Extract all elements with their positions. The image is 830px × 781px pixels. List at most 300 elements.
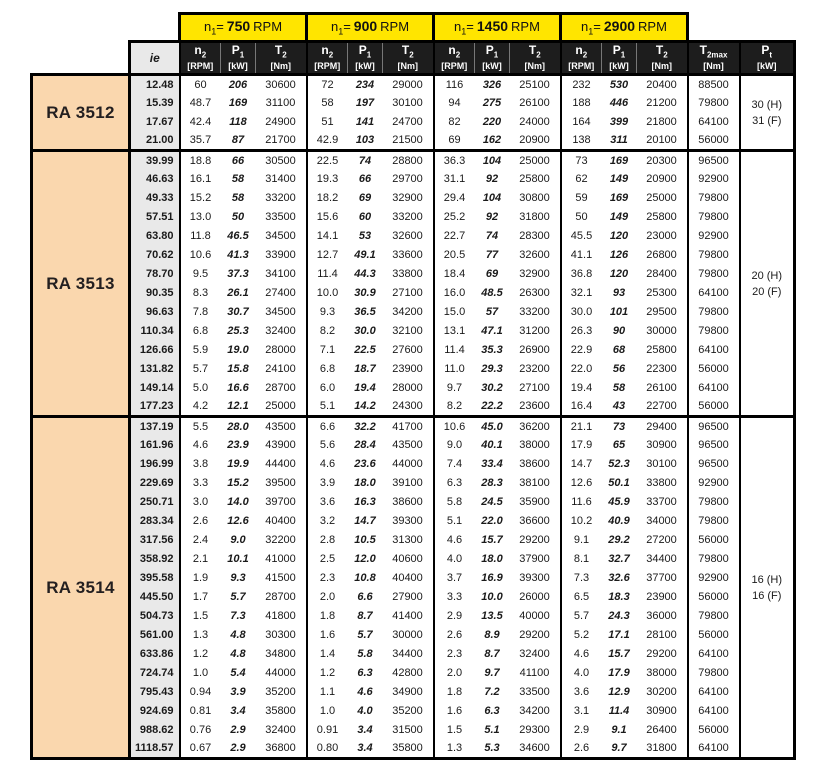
t2-value-cell: 38000 xyxy=(510,436,561,455)
column-unit: [Nm] xyxy=(703,61,724,72)
p1-value-cell: 13.5 xyxy=(475,607,510,626)
p1-value-cell: 275 xyxy=(475,94,510,113)
t2-value-cell: 22700 xyxy=(637,398,688,417)
t2max-cell: 92900 xyxy=(688,227,740,246)
speed-sub: 1 xyxy=(461,26,467,37)
p1-value-cell: 30.9 xyxy=(348,284,383,303)
t2-value-cell: 30000 xyxy=(637,322,688,341)
ie-cell: 633.86 xyxy=(130,645,180,664)
pt-cell xyxy=(740,151,795,417)
t2-value-cell: 31800 xyxy=(637,740,688,759)
t2max-cell: 56000 xyxy=(688,588,740,607)
p1-value-cell: 23.6 xyxy=(348,455,383,474)
t2-value-cell: 24900 xyxy=(256,113,307,132)
p1-value-cell: 126 xyxy=(602,246,637,265)
column-symbol xyxy=(475,44,509,61)
model-cell xyxy=(32,75,130,151)
p1-value-cell: 66 xyxy=(348,170,383,189)
speed-sub: 1 xyxy=(338,26,344,37)
pt-line: 31 (F) xyxy=(752,114,782,127)
n2-value-cell: 1.5 xyxy=(434,721,475,740)
table-row xyxy=(32,246,795,265)
t2-value-cell: 34000 xyxy=(637,512,688,531)
p1-value-cell: 10.0 xyxy=(475,588,510,607)
ie-cell: 504.73 xyxy=(130,607,180,626)
t2-value-cell: 20100 xyxy=(637,132,688,151)
p1-value-cell: 57 xyxy=(475,303,510,322)
t2-value-cell: 34100 xyxy=(256,265,307,284)
pt-line: 20 (F) xyxy=(752,285,782,298)
t2-value-cell: 26800 xyxy=(637,246,688,265)
speed-eq: = xyxy=(466,19,474,35)
t2max-cell: 92900 xyxy=(688,170,740,189)
p1-value-cell: 234 xyxy=(348,75,383,94)
t2-value-cell: 40400 xyxy=(256,512,307,531)
t2max-cell: 64100 xyxy=(688,284,740,303)
col-sym: n xyxy=(448,42,456,57)
p1-value-cell: 15.8 xyxy=(221,360,256,379)
col-sub: 1 xyxy=(620,50,626,60)
n2-value-cell: 0.80 xyxy=(307,740,348,759)
speed-value: 1450 xyxy=(476,18,509,35)
col-sym: P xyxy=(231,42,240,57)
column-unit: [RPM] xyxy=(441,61,468,72)
t2max-cell: 79800 xyxy=(688,189,740,208)
t2-value-cell: 38600 xyxy=(383,493,434,512)
p1-value-cell: 26.1 xyxy=(221,284,256,303)
speed-sub: 1 xyxy=(588,26,594,37)
t2-value-cell: 24700 xyxy=(383,113,434,132)
t2max-cell: 64100 xyxy=(688,702,740,721)
p1-value-cell: 169 xyxy=(602,151,637,170)
t2-value-cell: 44000 xyxy=(256,664,307,683)
p1-value-cell: 19.9 xyxy=(221,455,256,474)
p1-value-cell: 29.2 xyxy=(602,531,637,550)
p1-value-cell: 12.9 xyxy=(602,683,637,702)
t2-value-cell: 37900 xyxy=(510,550,561,569)
speed-value: 900 xyxy=(353,18,378,35)
n2-value-cell: 2.9 xyxy=(561,721,602,740)
n2-value-cell: 6.8 xyxy=(180,322,221,341)
t2-value-cell: 34500 xyxy=(256,303,307,322)
ie-cell: 78.70 xyxy=(130,265,180,284)
n2-value-cell: 1.3 xyxy=(434,740,475,759)
p1-value-cell: 50.1 xyxy=(602,474,637,493)
col-sym: n xyxy=(194,42,202,57)
t2-value-cell: 29200 xyxy=(637,645,688,664)
n2-value-cell: 2.4 xyxy=(180,531,221,550)
t2-value-cell: 32400 xyxy=(510,645,561,664)
n2-value-cell: 5.6 xyxy=(307,436,348,455)
pt-line: 30 (H) xyxy=(751,98,783,111)
col-sym: T xyxy=(274,42,283,57)
speed-header-2900rpm xyxy=(561,14,688,42)
t2-value-cell: 20300 xyxy=(637,151,688,170)
speed-sym: n xyxy=(581,19,589,35)
p1-value-cell: 2.9 xyxy=(221,721,256,740)
t2max-cell: 64100 xyxy=(688,645,740,664)
t2-value-cell: 34900 xyxy=(383,683,434,702)
ie-cell: 46.63 xyxy=(130,170,180,189)
t2-value-cell: 32600 xyxy=(510,246,561,265)
table-row xyxy=(32,512,795,531)
ie-cell: 988.62 xyxy=(130,721,180,740)
p1-value-cell: 141 xyxy=(348,113,383,132)
p1-value-cell: 40.9 xyxy=(602,512,637,531)
p1-value-cell: 69 xyxy=(348,189,383,208)
p1-value-cell: 3.9 xyxy=(221,683,256,702)
n2-value-cell: 6.3 xyxy=(434,474,475,493)
p1-value-cell: 32.7 xyxy=(602,550,637,569)
pt-column-header xyxy=(740,42,795,75)
n2-value-cell: 164 xyxy=(561,113,602,132)
t2-value-cell: 24300 xyxy=(383,398,434,417)
t2max-cell: 56000 xyxy=(688,721,740,740)
top-left-spacer xyxy=(32,14,180,42)
t2-value-cell: 33800 xyxy=(637,474,688,493)
p1-value-cell: 22.5 xyxy=(348,341,383,360)
t2-value-cell: 40600 xyxy=(383,550,434,569)
t2-value-cell: 43500 xyxy=(256,417,307,436)
column-symbol xyxy=(256,44,306,61)
t2-value-cell: 32100 xyxy=(383,322,434,341)
col-sub: 1 xyxy=(493,50,499,60)
column-header-row xyxy=(32,42,795,75)
p1-value-cell: 24.5 xyxy=(475,493,510,512)
table-row xyxy=(32,455,795,474)
n2-value-cell: 3.2 xyxy=(307,512,348,531)
p1-value-cell: 49.1 xyxy=(348,246,383,265)
t2-value-cell: 26300 xyxy=(510,284,561,303)
n2-value-cell: 58 xyxy=(307,94,348,113)
table-row xyxy=(32,702,795,721)
n2-value-cell: 42.9 xyxy=(307,132,348,151)
t2-value-cell: 23200 xyxy=(510,360,561,379)
table-row xyxy=(32,208,795,227)
p1-value-cell: 35.3 xyxy=(475,341,510,360)
t2-value-cell: 20400 xyxy=(637,75,688,94)
t2-value-cell: 44000 xyxy=(383,455,434,474)
column-header-n2-block2 xyxy=(434,42,475,75)
n2-value-cell: 29.4 xyxy=(434,189,475,208)
n2-value-cell: 8.2 xyxy=(307,322,348,341)
n2-value-cell: 20.5 xyxy=(434,246,475,265)
speed-header-row xyxy=(32,14,795,42)
t2-value-cell: 33200 xyxy=(256,189,307,208)
n2-value-cell: 22.9 xyxy=(561,341,602,360)
t2-value-cell: 36000 xyxy=(637,607,688,626)
n2-value-cell: 22.7 xyxy=(434,227,475,246)
n2-value-cell: 25.2 xyxy=(434,208,475,227)
ie-cell: 250.71 xyxy=(130,493,180,512)
p1-value-cell: 10.8 xyxy=(348,569,383,588)
p1-value-cell: 15.2 xyxy=(221,474,256,493)
n2-value-cell: 8.2 xyxy=(434,398,475,417)
ie-cell: 137.19 xyxy=(130,417,180,436)
column-unit: [kW] xyxy=(757,61,777,72)
ie-cell: 229.69 xyxy=(130,474,180,493)
col-sub: 2 xyxy=(663,50,668,60)
table-row xyxy=(32,626,795,645)
t2-value-cell: 32900 xyxy=(383,189,434,208)
p1-value-cell: 8.9 xyxy=(475,626,510,645)
p1-value-cell: 32.6 xyxy=(602,569,637,588)
p1-value-cell: 65 xyxy=(602,436,637,455)
t2-value-cell: 32400 xyxy=(256,721,307,740)
p1-value-cell: 5.7 xyxy=(348,626,383,645)
n2-value-cell: 48.7 xyxy=(180,94,221,113)
table-row xyxy=(32,94,795,113)
ie-cell: 724.74 xyxy=(130,664,180,683)
table-head xyxy=(32,14,795,75)
t2-value-cell: 25300 xyxy=(637,284,688,303)
n2-value-cell: 1.3 xyxy=(180,626,221,645)
n2-value-cell: 2.9 xyxy=(434,607,475,626)
t2-value-cell: 35800 xyxy=(256,702,307,721)
t2max-cell: 64100 xyxy=(688,113,740,132)
t2max-cell: 96500 xyxy=(688,436,740,455)
n2-value-cell: 2.6 xyxy=(561,740,602,759)
column-symbol xyxy=(308,44,348,61)
p1-value-cell: 90 xyxy=(602,322,637,341)
t2-value-cell: 24100 xyxy=(256,360,307,379)
ie-cell: 149.14 xyxy=(130,379,180,398)
p1-value-cell: 15.7 xyxy=(602,645,637,664)
n2-value-cell: 7.1 xyxy=(307,341,348,360)
n2-value-cell: 5.8 xyxy=(434,493,475,512)
n2-value-cell: 1.4 xyxy=(307,645,348,664)
t2-value-cell: 29700 xyxy=(383,170,434,189)
column-header-t2-block1 xyxy=(383,42,434,75)
n2-value-cell: 18.2 xyxy=(307,189,348,208)
p1-value-cell: 10.1 xyxy=(221,550,256,569)
p1-value-cell: 3.4 xyxy=(221,702,256,721)
t2-value-cell: 35200 xyxy=(256,683,307,702)
p1-value-cell: 32.2 xyxy=(348,417,383,436)
column-unit: [RPM] xyxy=(314,61,341,72)
p1-value-cell: 58 xyxy=(602,379,637,398)
ie-cell: 317.56 xyxy=(130,531,180,550)
n2-value-cell: 13.1 xyxy=(434,322,475,341)
col-sub: 2 xyxy=(282,50,287,60)
t2-value-cell: 30500 xyxy=(256,151,307,170)
t2-value-cell: 39700 xyxy=(256,493,307,512)
t2-value-cell: 35200 xyxy=(383,702,434,721)
n2-value-cell: 73 xyxy=(561,151,602,170)
p1-value-cell: 47.1 xyxy=(475,322,510,341)
model-column-spacer xyxy=(32,42,130,75)
p1-value-cell: 206 xyxy=(221,75,256,94)
t2-value-cell: 31800 xyxy=(510,208,561,227)
t2-value-cell: 33700 xyxy=(637,493,688,512)
t2-value-cell: 28100 xyxy=(637,626,688,645)
n2-value-cell: 4.6 xyxy=(307,455,348,474)
t2-value-cell: 31300 xyxy=(383,531,434,550)
p1-value-cell: 16.6 xyxy=(221,379,256,398)
table-row xyxy=(32,284,795,303)
t2-value-cell: 41800 xyxy=(256,607,307,626)
col-sub: 2max xyxy=(706,50,728,60)
ie-cell: 126.66 xyxy=(130,341,180,360)
speed-sym: n xyxy=(454,19,462,35)
p1-value-cell: 4.6 xyxy=(348,683,383,702)
n2-value-cell: 10.2 xyxy=(561,512,602,531)
table-row xyxy=(32,645,795,664)
model-label: RA 3512 xyxy=(46,102,115,122)
model-cell xyxy=(32,417,130,759)
speed-header-900rpm xyxy=(307,14,434,42)
t2-value-cell: 28000 xyxy=(383,379,434,398)
t2-value-cell: 26100 xyxy=(510,94,561,113)
n2-value-cell: 10.0 xyxy=(307,284,348,303)
ie-cell: 21.00 xyxy=(130,132,180,151)
p1-value-cell: 12.1 xyxy=(221,398,256,417)
n2-value-cell: 30.0 xyxy=(561,303,602,322)
p1-value-cell: 15.7 xyxy=(475,531,510,550)
t2-value-cell: 25100 xyxy=(510,75,561,94)
n2-value-cell: 1.0 xyxy=(180,664,221,683)
column-symbol xyxy=(562,44,602,61)
col-sym: P xyxy=(761,42,770,57)
p1-value-cell: 30.0 xyxy=(348,322,383,341)
p1-value-cell: 399 xyxy=(602,113,637,132)
p1-value-cell: 9.7 xyxy=(602,740,637,759)
pt-cell xyxy=(740,417,795,759)
p1-value-cell: 11.4 xyxy=(602,702,637,721)
t2-value-cell: 29300 xyxy=(510,721,561,740)
table-row xyxy=(32,398,795,417)
p1-value-cell: 19.4 xyxy=(348,379,383,398)
p1-value-cell: 50 xyxy=(221,208,256,227)
t2-value-cell: 34200 xyxy=(383,303,434,322)
p1-value-cell: 30.7 xyxy=(221,303,256,322)
p1-value-cell: 120 xyxy=(602,227,637,246)
column-header-n2-block0 xyxy=(180,42,221,75)
speed-eq: = xyxy=(216,19,224,35)
t2-value-cell: 35800 xyxy=(383,740,434,759)
n2-value-cell: 1.0 xyxy=(307,702,348,721)
p1-value-cell: 220 xyxy=(475,113,510,132)
speed-unit: RPM xyxy=(380,19,410,35)
n2-value-cell: 69 xyxy=(434,132,475,151)
speed-header-750rpm xyxy=(180,14,307,42)
n2-value-cell: 94 xyxy=(434,94,475,113)
t2-value-cell: 44400 xyxy=(256,455,307,474)
t2-value-cell: 27100 xyxy=(510,379,561,398)
t2-value-cell: 32200 xyxy=(256,531,307,550)
p1-value-cell: 18.7 xyxy=(348,360,383,379)
column-header-n2-block1 xyxy=(307,42,348,75)
t2max-cell: 56000 xyxy=(688,626,740,645)
t2max-cell: 79800 xyxy=(688,208,740,227)
p1-value-cell: 28.0 xyxy=(221,417,256,436)
n2-value-cell: 1.2 xyxy=(307,664,348,683)
column-header-t2-block2 xyxy=(510,42,561,75)
n2-value-cell: 8.1 xyxy=(561,550,602,569)
ie-cell: 15.39 xyxy=(130,94,180,113)
table-row xyxy=(32,569,795,588)
t2-value-cell: 35900 xyxy=(510,493,561,512)
t2-value-cell: 27400 xyxy=(256,284,307,303)
n2-value-cell: 0.94 xyxy=(180,683,221,702)
t2max-cell: 56000 xyxy=(688,360,740,379)
t2-value-cell: 26900 xyxy=(510,341,561,360)
p1-value-cell: 37.3 xyxy=(221,265,256,284)
n2-value-cell: 1.9 xyxy=(180,569,221,588)
column-symbol xyxy=(221,44,255,61)
p1-value-cell: 12.6 xyxy=(221,512,256,531)
p1-value-cell: 9.1 xyxy=(602,721,637,740)
p1-value-cell: 92 xyxy=(475,170,510,189)
n2-value-cell: 10.6 xyxy=(180,246,221,265)
col-sub: 2 xyxy=(582,50,588,60)
column-header-t2-block3 xyxy=(637,42,688,75)
t2-value-cell: 36200 xyxy=(510,417,561,436)
p1-value-cell: 14.0 xyxy=(221,493,256,512)
n2-value-cell: 50 xyxy=(561,208,602,227)
t2-value-cell: 26400 xyxy=(637,721,688,740)
ie-cell: 283.34 xyxy=(130,512,180,531)
t2-value-cell: 33200 xyxy=(510,303,561,322)
n2-value-cell: 62 xyxy=(561,170,602,189)
col-sub: t xyxy=(769,50,773,60)
p1-value-cell: 5.7 xyxy=(221,588,256,607)
t2-value-cell: 26100 xyxy=(637,379,688,398)
n2-value-cell: 41.1 xyxy=(561,246,602,265)
p1-value-cell: 93 xyxy=(602,284,637,303)
table-row xyxy=(32,227,795,246)
t2-value-cell: 41500 xyxy=(256,569,307,588)
t2max-cell: 88500 xyxy=(688,75,740,94)
p1-value-cell: 69 xyxy=(475,265,510,284)
n2-value-cell: 19.3 xyxy=(307,170,348,189)
t2max-cell: 92900 xyxy=(688,569,740,588)
t2max-cell: 64100 xyxy=(688,379,740,398)
col-sub: 2 xyxy=(536,50,541,60)
table-row xyxy=(32,303,795,322)
n2-value-cell: 3.6 xyxy=(307,493,348,512)
p1-value-cell: 28.4 xyxy=(348,436,383,455)
n2-value-cell: 2.3 xyxy=(434,645,475,664)
pt-line: 16 (F) xyxy=(752,589,782,602)
t2-value-cell: 42800 xyxy=(383,664,434,683)
t2max-cell: 56000 xyxy=(688,531,740,550)
ie-cell: 17.67 xyxy=(130,113,180,132)
t2-value-cell: 41000 xyxy=(256,550,307,569)
n2-value-cell: 4.0 xyxy=(434,550,475,569)
column-unit: [kW] xyxy=(228,61,248,72)
p1-value-cell: 48.5 xyxy=(475,284,510,303)
p1-value-cell: 25.3 xyxy=(221,322,256,341)
t2-value-cell: 38000 xyxy=(637,664,688,683)
p1-value-cell: 7.3 xyxy=(221,607,256,626)
n2-value-cell: 3.7 xyxy=(434,569,475,588)
t2max-cell: 79800 xyxy=(688,265,740,284)
table-row xyxy=(32,493,795,512)
table-row xyxy=(32,379,795,398)
column-unit: [RPM] xyxy=(187,61,214,72)
n2-value-cell: 7.8 xyxy=(180,303,221,322)
p1-value-cell: 6.3 xyxy=(475,702,510,721)
n2-value-cell: 1.5 xyxy=(180,607,221,626)
n2-value-cell: 14.7 xyxy=(561,455,602,474)
table-row xyxy=(32,265,795,284)
table-body xyxy=(32,75,795,759)
pt-cell xyxy=(740,75,795,151)
n2-value-cell: 22.5 xyxy=(307,151,348,170)
t2max-cell: 79800 xyxy=(688,303,740,322)
n2-value-cell: 188 xyxy=(561,94,602,113)
